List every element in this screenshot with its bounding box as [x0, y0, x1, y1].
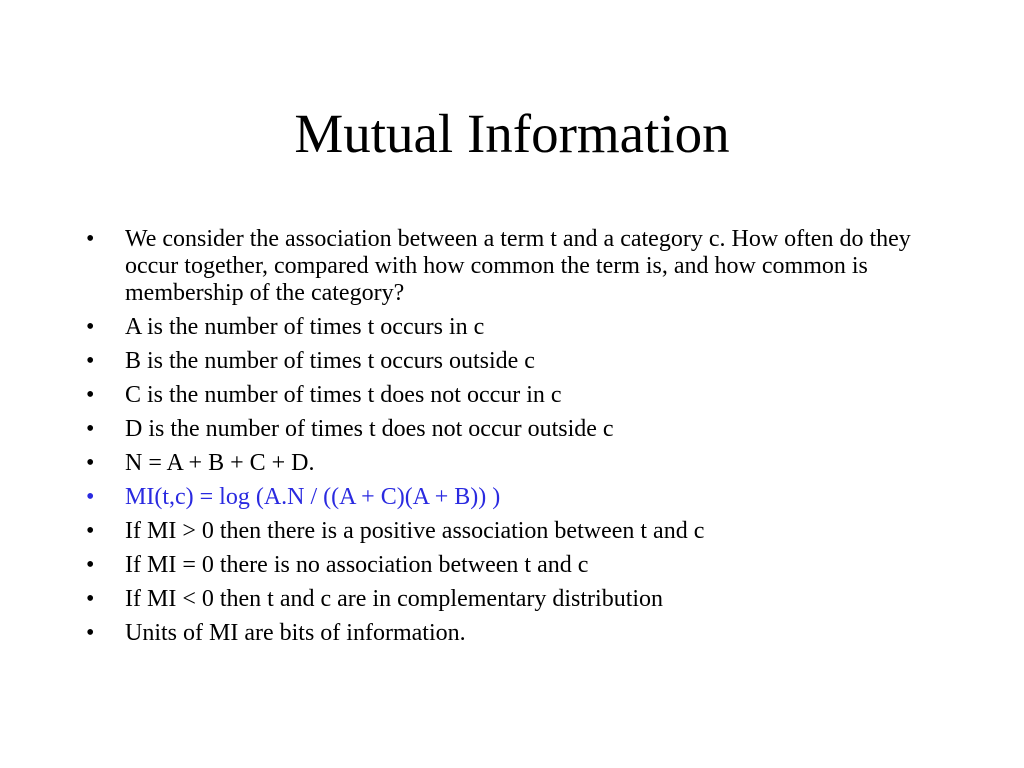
bullet-item-b	[86, 348, 946, 375]
bullet-text: B is the number of times t occurs outside c	[125, 348, 535, 374]
bullet-text: MI(t,c) = log (A.N / ((A + C)(A + B)) )	[125, 484, 501, 510]
bullet-item-association	[86, 226, 946, 307]
bullet-dot-icon: •	[86, 518, 95, 544]
bullet-text: If MI = 0 there is no association between t and c	[125, 552, 589, 578]
bullet-text: N = A + B + C + D.	[125, 450, 315, 476]
bullet-item-d	[86, 416, 946, 443]
bullet-text: Units of MI are bits of information.	[125, 620, 466, 646]
bullet-text: We consider the association between a term t and a category c. How often do they occur together, compared with how common the term is, and how common is membership of the category?	[125, 226, 911, 306]
bullet-dot-icon: •	[86, 552, 95, 578]
slide-title: Mutual Information	[294, 103, 730, 164]
bullet-dot-icon: •	[86, 348, 95, 374]
bullet-dot-icon: •	[86, 586, 95, 612]
bullet-item-mi-positive	[86, 518, 946, 545]
bullet-item-mi-zero	[86, 552, 946, 579]
bullet-list	[86, 226, 946, 654]
bullet-dot-icon: •	[86, 450, 95, 476]
bullet-dot-icon: •	[86, 226, 95, 252]
bullet-text: D is the number of times t does not occur outside c	[125, 416, 614, 442]
bullet-item-n	[86, 450, 946, 477]
bullet-text: C is the number of times t does not occur in c	[125, 382, 562, 408]
bullet-item-c	[86, 382, 946, 409]
bullet-dot-icon: •	[86, 314, 95, 340]
bullet-item-a	[86, 314, 946, 341]
bullet-text: A is the number of times t occurs in c	[125, 314, 485, 340]
bullet-dot-icon: •	[86, 416, 95, 442]
bullet-item-mi-negative	[86, 586, 946, 613]
bullet-dot-icon: •	[86, 382, 95, 408]
bullet-text: If MI < 0 then t and c are in complementary distribution	[125, 586, 664, 612]
bullet-dot-icon: •	[86, 484, 95, 510]
bullet-text: If MI > 0 then there is a positive association between t and c	[125, 518, 705, 544]
bullet-item-mi-units	[86, 620, 946, 647]
bullet-item-mi-formula	[86, 484, 946, 511]
bullet-dot-icon: •	[86, 620, 95, 646]
